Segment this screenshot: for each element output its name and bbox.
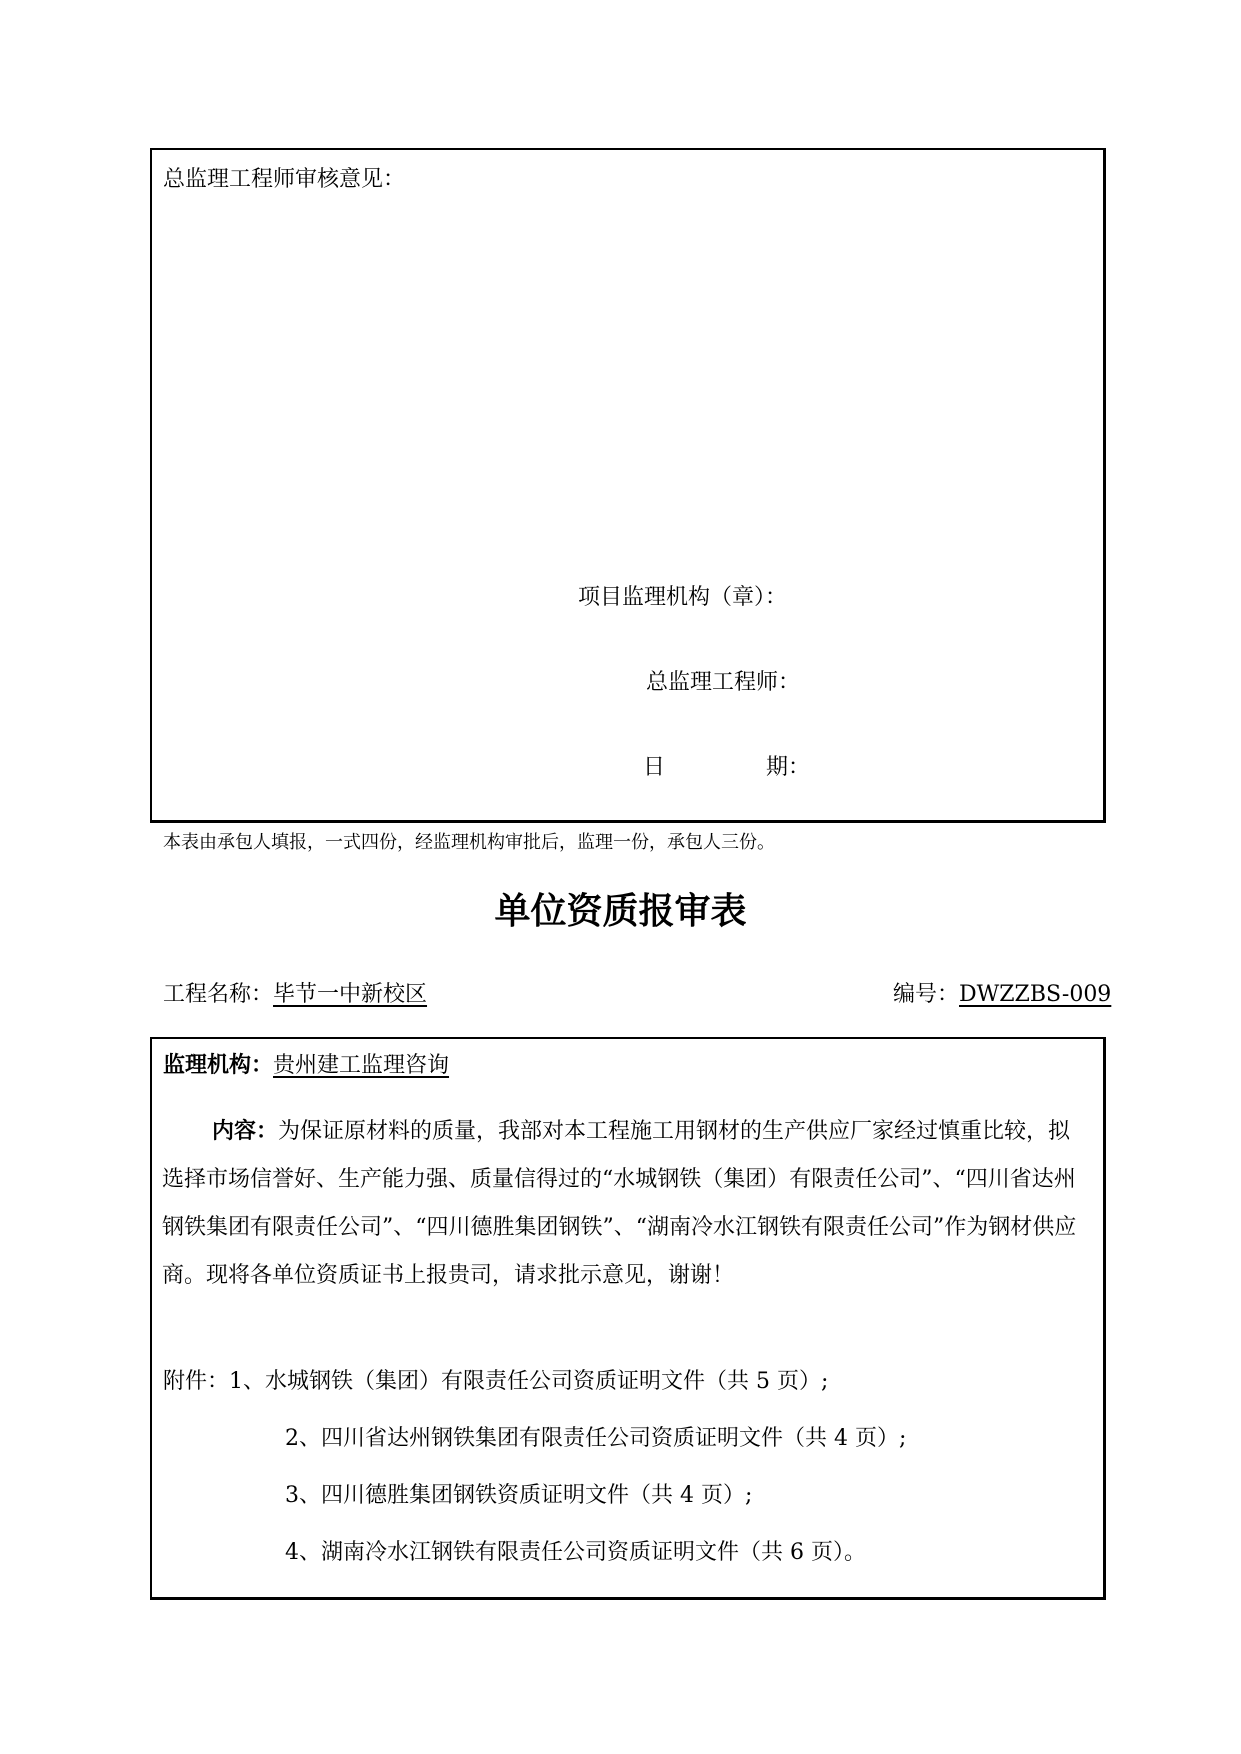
content-label: 内容： bbox=[212, 1119, 279, 1144]
form-title: 单位资质报审表 bbox=[494, 891, 747, 932]
attachment-item: 3、四川德胜集团钢铁资质证明文件（共 4 页）; bbox=[285, 1483, 753, 1508]
form-number-value: DWZZBS-009 bbox=[959, 982, 1112, 1007]
form-number-row bbox=[893, 981, 1111, 1009]
agency-value: 贵州建工监理咨询 bbox=[273, 1053, 450, 1078]
review-opinion-box bbox=[150, 148, 1106, 823]
review-heading: 总监理工程师审核意见： bbox=[163, 167, 406, 192]
form-footnote: 本表由承包人填报，一式四份，经监理机构审批后，监理一份，承包人三份。 bbox=[163, 832, 775, 853]
project-name-row bbox=[163, 981, 427, 1009]
agency-row bbox=[163, 1052, 449, 1080]
content-text: 为保证原材料的质量，我部对本工程施工用钢材的生产供应厂家经过慎重比较，拟选择市场信誉好、生产能力强、质量信得过的“水城钢铁（集团）有限责任公司”、“四川省达州钢铁集团有限责任公司”、“四川德胜集团钢铁”、“湖南冷水江钢铁有限责任公司”作为钢材供应商。现将各单位资质证书上报贵司，请求批示意见，谢谢！ bbox=[162, 1119, 1077, 1288]
date-label-left: 日 bbox=[643, 755, 666, 780]
attachment-item: 1、水城钢铁（集团）有限责任公司资质证明文件（共 5 页）; bbox=[229, 1369, 829, 1394]
content-paragraph bbox=[162, 1108, 1092, 1300]
date-label-right: 期： bbox=[766, 755, 811, 780]
attachments-label: 附件： bbox=[163, 1369, 230, 1394]
form-number-label: 编号： bbox=[893, 982, 960, 1007]
project-name-label: 工程名称： bbox=[163, 982, 274, 1007]
seal-label: 项目监理机构（章）： bbox=[578, 585, 788, 610]
attachment-row-1 bbox=[163, 1368, 828, 1396]
agency-label: 监理机构： bbox=[163, 1053, 274, 1078]
attachment-item: 2、四川省达州钢铁集团有限责任公司资质证明文件（共 4 页）; bbox=[285, 1426, 907, 1451]
attachment-item: 4、湖南冷水江钢铁有限责任公司资质证明文件（共 6 页）。 bbox=[285, 1540, 866, 1565]
chief-engineer-label: 总监理工程师： bbox=[646, 670, 801, 695]
project-name-value: 毕节一中新校区 bbox=[273, 982, 428, 1007]
